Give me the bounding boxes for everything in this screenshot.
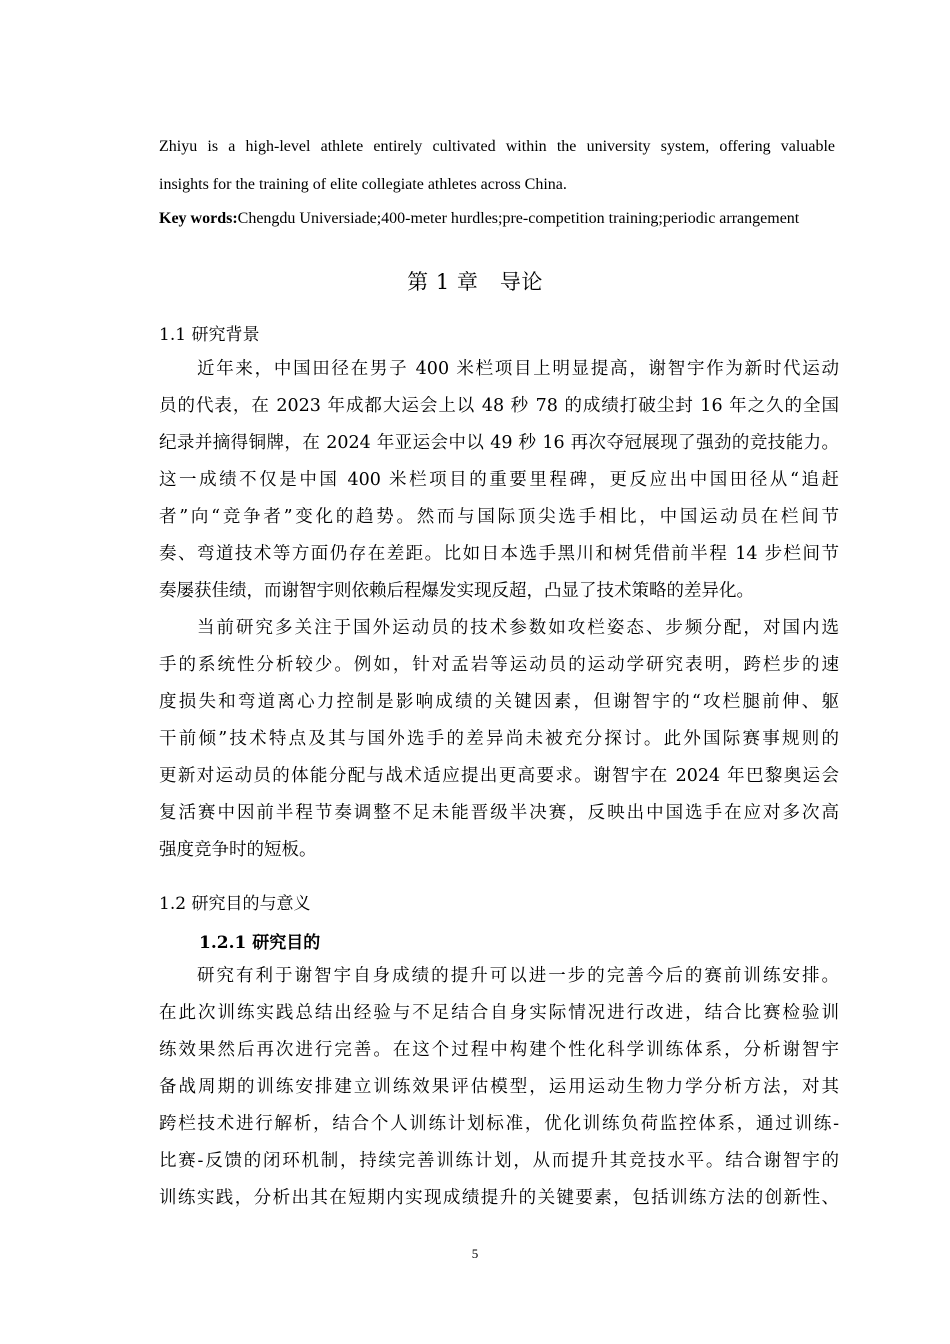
paragraph-line: 近年来，中国田径在男子 400 米栏项目上明显提高，谢智宇作为新时代运动	[197, 359, 839, 379]
paragraph-line: 比赛-反馈的闭环机制，持续完善训练计划，从而提升其竞技水平。结合谢智宇的	[159, 1151, 839, 1171]
paragraph-line: 训练实践，分析出其在短期内实现成绩提升的关键要素，包括训练方法的创新性、	[159, 1188, 839, 1208]
chapter-title: 第 1 章 导论	[407, 270, 543, 294]
paragraph-line: 练效果然后再次进行完善。在这个过程中构建个性化科学训练体系，分析谢智宇	[159, 1040, 839, 1060]
page-number: 5	[471, 1246, 479, 1261]
paragraph-line: 在此次训练实践总结出经验与不足结合自身实际情况进行改进，结合比赛检验训	[159, 1003, 839, 1023]
paragraph-line: 更新对运动员的体能分配与战术适应提出更高要求。谢智宇在 2024 年巴黎奥运会	[159, 766, 839, 786]
keywords-text: Chengdu Universiade;400-meter hurdles;pre-competition training;periodic arrangement	[237, 210, 800, 227]
paragraph-line: 员的代表，在 2023 年成都大运会上以 48 秒 78 的成绩打破尘封 16 年之久的全国	[159, 396, 839, 416]
paragraph-line: 纪录并摘得铜牌，在 2024 年亚运会中以 49 秒 16 再次夺冠展现了强劲的竞技能力。	[159, 433, 839, 453]
paragraph-line: 备战周期的训练安排建立训练效果评估模型，运用运动生物力学分析方法，对其	[159, 1077, 839, 1097]
paragraph-line: 奏屡获佳绩，而谢智宇则依赖后程爆发实现反超，凸显了技术策略的差异化。	[159, 581, 754, 601]
keywords-label: Key words:	[159, 210, 238, 227]
keywords-line	[159, 210, 799, 228]
paragraph-line: 这一成绩不仅是中国 400 米栏项目的重要里程碑，更反应出中国田径从“追赶	[159, 470, 839, 490]
section-heading-1-1: 1.1 研究背景	[159, 325, 260, 345]
section-heading-1-2: 1.2 研究目的与意义	[159, 894, 311, 914]
paragraph-line: 复活赛中因前半程节奏调整不足未能晋级半决赛，反映出中国选手在应对多次高	[159, 803, 839, 823]
paragraph-line: 者”向“竞争者”变化的趋势。然而与国际顶尖选手相比，中国运动员在栏间节	[159, 507, 839, 527]
subsection-heading-1-2-1: 1.2.1 研究目的	[199, 933, 321, 953]
abstract-line-1: Zhiyu is a high-level athlete entirely cultivated within the university system, offering valuable	[159, 138, 835, 155]
paragraph-line: 跨栏技术进行解析，结合个人训练计划标准，优化训练负荷监控体系，通过训练-	[159, 1114, 839, 1134]
paragraph-line: 当前研究多关注于国外运动员的技术参数如攻栏姿态、步频分配，对国内选	[197, 618, 839, 638]
paragraph-line: 度损失和弯道离心力控制是影响成绩的关键因素，但谢智宇的“攻栏腿前伸、躯	[159, 692, 839, 712]
abstract-line-2: insights for the training of elite collegiate athletes across China.	[159, 176, 567, 193]
paragraph-line: 研究有利于谢智宇自身成绩的提升可以进一步的完善今后的赛前训练安排。	[197, 966, 839, 986]
paragraph-line: 手的系统性分析较少。例如，针对孟岩等运动员的运动学研究表明，跨栏步的速	[159, 655, 839, 675]
paragraph-line: 强度竞争时的短板。	[159, 840, 317, 860]
paragraph-line: 奏、弯道技术等方面仍存在差距。比如日本选手黑川和树凭借前半程 14 步栏间节	[159, 544, 839, 564]
paragraph-line: 干前倾”技术特点及其与国外选手的差异尚未被充分探讨。此外国际赛事规则的	[159, 729, 839, 749]
